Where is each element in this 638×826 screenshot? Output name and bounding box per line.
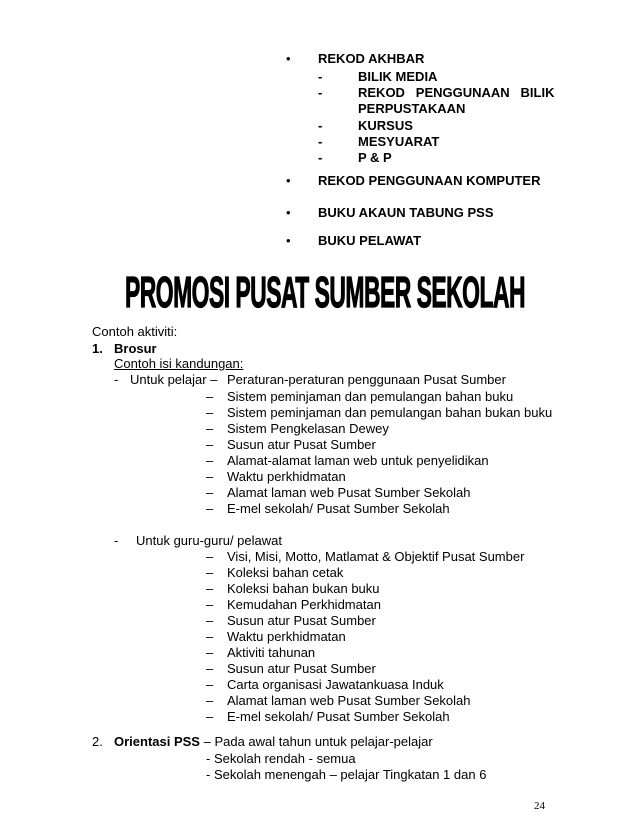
- pelajar-item: Sistem peminjaman dan pemulangan bahan buku: [227, 389, 514, 404]
- guru-item: Carta organisasi Jawatankuasa Induk: [227, 677, 444, 692]
- brosur-number: 1.: [92, 341, 103, 356]
- orientasi-desc: – Pada awal tahun untuk pelajar-pelajar: [199, 734, 433, 749]
- sub-item-p-and-p: P & P: [358, 150, 392, 165]
- pelajar-item: Alamat-alamat laman web untuk penyelidikan: [227, 453, 489, 468]
- item-dash: –: [206, 421, 214, 436]
- orientasi-line: [114, 734, 433, 749]
- sub-item-kursus: KURSUS: [358, 118, 413, 133]
- pelajar-marker: -: [114, 372, 119, 387]
- item-dash: –: [206, 613, 214, 628]
- orientasi-sekolah-rendah: - Sekolah rendah - semua: [206, 751, 356, 766]
- pelajar-item: Peraturan-peraturan penggunaan Pusat Sumber: [227, 372, 506, 387]
- guru-item: Susun atur Pusat Sumber: [227, 613, 376, 628]
- sub-item-perpustakaan: PERPUSTAKAAN: [358, 101, 466, 116]
- pelajar-item: Alamat laman web Pusat Sumber Sekolah: [227, 485, 471, 500]
- list-item-buku-akaun-tabung: BUKU AKAUN TABUNG PSS: [318, 205, 494, 220]
- item-dash: –: [206, 565, 214, 580]
- pelajar-label: Untuk pelajar –: [130, 372, 218, 387]
- sub-dash: -: [318, 69, 323, 84]
- item-dash: –: [206, 405, 214, 420]
- guru-item: Koleksi bahan cetak: [227, 565, 344, 580]
- guru-item: Waktu perkhidmatan: [227, 629, 346, 644]
- item-dash: –: [206, 453, 214, 468]
- pelajar-item: Susun atur Pusat Sumber: [227, 437, 376, 452]
- sub-dash: -: [318, 150, 323, 165]
- pelajar-item: Sistem Pengkelasan Dewey: [227, 421, 389, 436]
- banner-heading: [120, 258, 530, 320]
- guru-item: Susun atur Pusat Sumber: [227, 661, 376, 676]
- item-dash: –: [206, 597, 214, 612]
- item-dash: –: [206, 581, 214, 596]
- orientasi-number: 2.: [92, 734, 103, 749]
- guru-item: Aktiviti tahunan: [227, 645, 316, 660]
- item-dash: –: [206, 709, 214, 724]
- item-dash: –: [206, 469, 214, 484]
- guru-item: Kemudahan Perkhidmatan: [227, 597, 381, 612]
- item-dash: –: [206, 437, 214, 452]
- item-dash: –: [206, 629, 214, 644]
- list-item-rekod-penggunaan-komputer: REKOD PENGGUNAAN KOMPUTER: [318, 173, 541, 188]
- brosur-title: Brosur: [114, 341, 157, 356]
- list-item-rekod-akhbar: REKOD AKHBAR: [318, 51, 425, 66]
- banner-title: PROMOSI PUSAT SUMBER SEKOLAH: [125, 268, 525, 317]
- pelajar-item: Waktu perkhidmatan: [227, 469, 346, 484]
- guru-marker: -: [114, 533, 119, 548]
- sub-item-bilik-media: BILIK MEDIA: [358, 69, 438, 84]
- item-dash: –: [206, 549, 214, 564]
- sub-dash: -: [318, 85, 323, 100]
- item-dash: –: [206, 693, 214, 708]
- list-item-buku-pelawat: BUKU PELAWAT: [318, 233, 422, 248]
- page-number: 24: [534, 800, 545, 812]
- item-dash: –: [206, 485, 214, 500]
- brosur-subtitle: Contoh isi kandungan:: [114, 356, 244, 371]
- orientasi-title: Orientasi PSS: [114, 734, 200, 749]
- item-dash: –: [206, 661, 214, 676]
- guru-item: E-mel sekolah/ Pusat Sumber Sekolah: [227, 709, 450, 724]
- item-dash: –: [206, 501, 214, 516]
- sub-item-rekod-penggunaan-bilik: REKOD PENGGUNAAN BILIK: [358, 85, 555, 100]
- guru-item: Visi, Misi, Motto, Matlamat & Objektif Pusat Sumber: [227, 549, 525, 564]
- pelajar-item: E-mel sekolah/ Pusat Sumber Sekolah: [227, 501, 450, 516]
- guru-item: Alamat laman web Pusat Sumber Sekolah: [227, 693, 471, 708]
- bullet-icon: •: [286, 173, 291, 188]
- item-dash: –: [206, 389, 214, 404]
- pelajar-item: Sistem peminjaman dan pemulangan bahan bukan buku: [227, 405, 553, 420]
- sub-dash: -: [318, 118, 323, 133]
- guru-item: Koleksi bahan bukan buku: [227, 581, 380, 596]
- item-dash: –: [206, 645, 214, 660]
- bullet-icon: •: [286, 233, 291, 248]
- guru-label: Untuk guru-guru/ pelawat: [136, 533, 282, 548]
- sub-dash: -: [318, 134, 323, 149]
- bullet-icon: •: [286, 205, 291, 220]
- intro-text: Contoh aktiviti:: [92, 324, 178, 339]
- item-dash: –: [206, 677, 214, 692]
- orientasi-sekolah-menengah: - Sekolah menengah – pelajar Tingkatan 1 dan 6: [206, 767, 487, 782]
- sub-item-mesyuarat: MESYUARAT: [358, 134, 440, 149]
- bullet-icon: •: [286, 51, 291, 66]
